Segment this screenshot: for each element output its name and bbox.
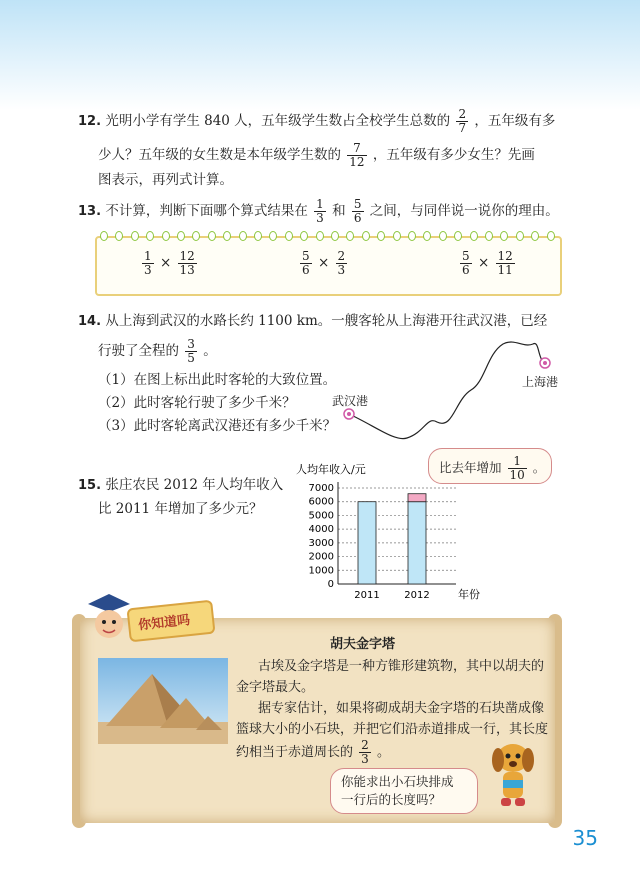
y-tick-label: 6000 [308,496,334,508]
bar-2012 [408,502,426,584]
ring-icon [470,231,478,241]
expression-3: $\frac{5}{6}$ × $\frac{12}{11}$ [462,249,513,277]
problem-text: ，五年级有多 [474,113,556,129]
page-header-gradient [0,0,640,110]
paragraph-1-line-2: 金字塔最大。 [236,680,315,695]
expression-2: $\frac{5}{6}$ × $\frac{2}{3}$ [302,249,346,277]
bar-2011 [358,502,376,584]
ring-icon [485,231,493,241]
ring-icon [439,231,447,241]
ring-icon [146,231,154,241]
ring-icon [331,231,339,241]
ring-icon [423,231,431,241]
bubble-line-2: 一行后的长度吗？ [341,792,442,807]
problem-15-line-1 [78,476,283,495]
dog-mascot-icon [486,736,540,816]
badge-label: 你知道吗 [137,613,191,634]
problem-number: 14. [78,314,102,329]
paragraph-1-line-1: 古埃及金字塔是一种方锥形建筑物，其中以胡夫的 [258,659,545,674]
ring-icon [362,231,370,241]
problem-text: 之间，与同伴说一说你的理由。 [369,203,559,219]
x-tick-label: 2012 [404,590,430,601]
ring-icon [547,231,555,241]
problem-text: 张庄农民 2012 年人均年收入 [105,477,284,493]
ring-icon [316,231,324,241]
problem-12-line-2 [98,142,535,169]
question-1: （1）在图上标出此时客轮的大致位置。 [98,372,337,388]
ring-icon [115,231,123,241]
ring-icon [531,231,539,241]
problem-text: 光明小学有学生 840 人，五年级学生数占全校学生总数的 [105,113,451,129]
problem-14-line-1 [78,312,547,331]
y-tick-label: 7000 [308,483,334,494]
ring-icon [208,231,216,241]
problem-12-line-3: 图表示，再列式计算。 [98,172,233,188]
ring-icon [300,231,308,241]
problem-text: 从上海到武汉的水路长约 1100 km。一艘客轮从上海港开往武汉港，已经 [105,313,548,329]
problem-text: 和 [332,203,346,219]
paragraph-2-line-3: 约相当于赤道周长的 $\frac{2}{3}$ 。 [236,738,390,766]
paragraph-2-line-1: 据专家估计，如果将砌成胡夫金字塔的石块凿成像 [258,701,545,716]
question-speech-bubble [330,768,478,814]
increase-segment [408,494,426,502]
river-path [349,342,547,439]
ring-icon [177,231,185,241]
ring-icon [346,231,354,241]
fraction: $\frac{7}{12}$ [349,141,365,169]
problem-number: 13. [78,204,102,219]
y-tick-label: 5000 [308,510,334,522]
map-label-wuhan: 武汉港 [332,394,369,408]
fraction: $\frac{2}{7}$ [458,107,467,135]
ring-icon [223,231,231,241]
map-label-shanghai: 上海港 [522,375,559,389]
paragraph-2-line-2: 篮球大小的小石块，并把它们沿赤道排成一行，其长度 [236,722,549,737]
question-2: （2）此时客轮行驶了多少千米？ [98,395,296,411]
problem-14-line-2: 行驶了全程的 $\frac{3}{5}$ 。 [98,337,217,365]
ring-icon [500,231,508,241]
ring-icon [393,231,401,241]
ring-icon [516,231,524,241]
ring-icon [239,231,247,241]
problem-number: 12. [78,114,102,129]
y-tick-label: 1000 [308,565,334,577]
bubble-line-1: 你能求出小石块排成 [341,774,454,789]
student-mascot-icon [84,590,134,646]
article-title: 胡夫金字塔 [330,637,396,652]
ring-icon [100,231,108,241]
ring-icon [454,231,462,241]
fraction: $\frac{5}{6}$ [353,197,362,225]
y-tick-label: 4000 [308,524,334,536]
ring-icon [285,231,293,241]
y-axis-label: 人均年收入/元 [296,463,366,476]
ring-icon [254,231,262,241]
ring-icon [377,231,385,241]
problem-number: 15. [78,478,102,493]
ring-icon [269,231,277,241]
y-tick-label: 0 [327,579,334,590]
problem-text: ，五年级有多少女生？先画 [372,147,535,163]
pyramid-photo [98,658,228,744]
page-number: 35 [572,826,598,850]
y-tick-label: 2000 [308,551,334,563]
x-tick-label: 2011 [354,590,380,601]
ring-icon [192,231,200,241]
ring-icon [408,231,416,241]
problem-13-line-1 [78,198,559,225]
problem-12-line-1 [78,108,555,135]
notebook-rings [100,231,555,241]
fraction: $\frac{1}{3}$ [316,197,324,225]
income-bar-chart [290,460,490,606]
ring-icon [162,231,170,241]
x-axis-label: 年份 [458,588,480,601]
y-tick-label: 3000 [308,537,334,549]
ring-icon [131,231,139,241]
problem-text: 不计算，判断下面哪个算式结果在 [105,203,308,219]
increase-speech-bubble: 比去年增加 $\frac{1}{10}$ 。 [428,448,552,484]
expression-1: $\frac{1}{3}$ × $\frac{12}{13}$ [144,249,195,277]
problem-15-line-2: 比 2011 年增加了多少元？ [98,501,263,517]
fraction: $\frac{3}{5}$ [187,337,195,365]
question-3: （3）此时客轮离武汉港还有多少千米？ [98,418,337,434]
problem-text: 少人？五年级的女生数是本年级学生数的 [98,147,341,163]
